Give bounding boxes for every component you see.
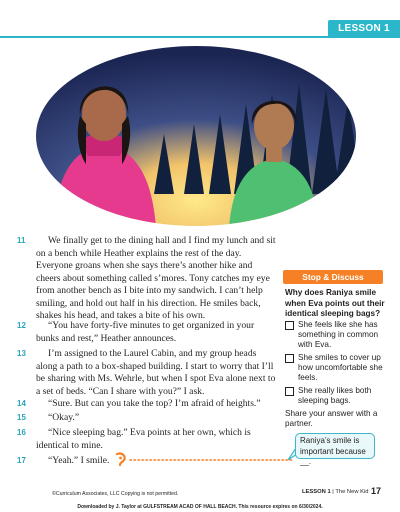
answer-option-text: She smiles to cover up how uncomfortable she feels.: [298, 353, 383, 383]
page-number: 17: [371, 486, 382, 496]
download-notice: Downloaded by J. Taylor at GULFSTREAM ACAD OF HALL BEACH. This resource expires on 6/30/2024.: [77, 504, 323, 510]
paragraph-number: 13: [17, 349, 26, 358]
stop-discuss-question: Why does Raniya smile when Eva points out their identical sleeping bags?: [285, 288, 385, 318]
footer-divider: |: [332, 489, 336, 495]
answer-option[interactable]: [285, 386, 385, 406]
story-paragraph: [17, 348, 276, 398]
paragraph-text: “Sure. But can you take the top? I’m afraid of heights.”: [48, 398, 261, 409]
ear-icon: [117, 454, 125, 465]
stop-discuss-header: Stop & Discuss: [283, 270, 383, 284]
paragraph-text: “You have forty-five minutes to get organized in your bunks and rest,” Heather announces.: [36, 320, 255, 344]
footer-lesson-label: [302, 489, 369, 495]
paragraph-number: 11: [17, 236, 26, 245]
paragraph-text: “Nice sleeping bag.” Eva points at her own, which is identical to mine.: [36, 427, 251, 451]
story-illustration: [34, 44, 358, 228]
header-rule: [0, 36, 400, 38]
story-paragraph: [17, 320, 276, 345]
paragraph-number: 17: [17, 456, 26, 465]
sentence-starter-bubble: Raniya’s smile is important because __.: [295, 433, 375, 459]
story-paragraph: [17, 398, 276, 411]
story-paragraph: [17, 412, 276, 425]
paragraph-number: 14: [17, 399, 26, 408]
leader-line: [112, 452, 296, 466]
lesson-tab: LESSON 1: [328, 20, 400, 37]
answer-option-text: She really likes both sleeping bags.: [298, 386, 372, 406]
footer-lesson-title: The New Kid: [335, 489, 369, 495]
copyright-notice: ©Curriculum Associates, LLC Copying is not permitted.: [52, 491, 179, 497]
paragraph-text: We finally get to the dining hall and I find my lunch and sit on a bench while Heather explains the rest of the day. Everyone groans when she says there’s another hike and cheers about something called s’mores. Tony catches my eye from another bench as I bite into my sandwich. I can’t help smiling, and hold out half in his direction. He smiles back, shakes his head, and takes a bite of his own.: [36, 235, 276, 321]
share-instruction: Share your answer with a partner.: [285, 409, 378, 429]
checkbox[interactable]: [285, 321, 294, 330]
story-paragraph: [17, 427, 276, 452]
checkbox[interactable]: [285, 354, 294, 363]
paragraph-text: “Okay.”: [48, 412, 80, 423]
paragraph-number: 12: [17, 321, 26, 330]
paragraph-text: “Yeah.” I smile.: [48, 455, 110, 466]
footer-lesson-number: LESSON 1: [302, 489, 331, 495]
answer-option-text: She feels like she has something in common with Eva.: [298, 320, 379, 350]
paragraph-number: 16: [17, 428, 26, 437]
checkbox[interactable]: [285, 387, 294, 396]
answer-option[interactable]: [285, 353, 385, 384]
story-paragraph: [17, 235, 276, 323]
answer-option[interactable]: [285, 320, 385, 351]
paragraph-text: I’m assigned to the Laurel Cabin, and my group heads along a path to a box-shaped building. I start to worry that I’ll be sharing with Ms. Wehrle, but when I spot Eva alone next to a set of beds. “Can I share with you?” I ask.: [36, 348, 276, 397]
paragraph-number: 15: [17, 413, 26, 422]
